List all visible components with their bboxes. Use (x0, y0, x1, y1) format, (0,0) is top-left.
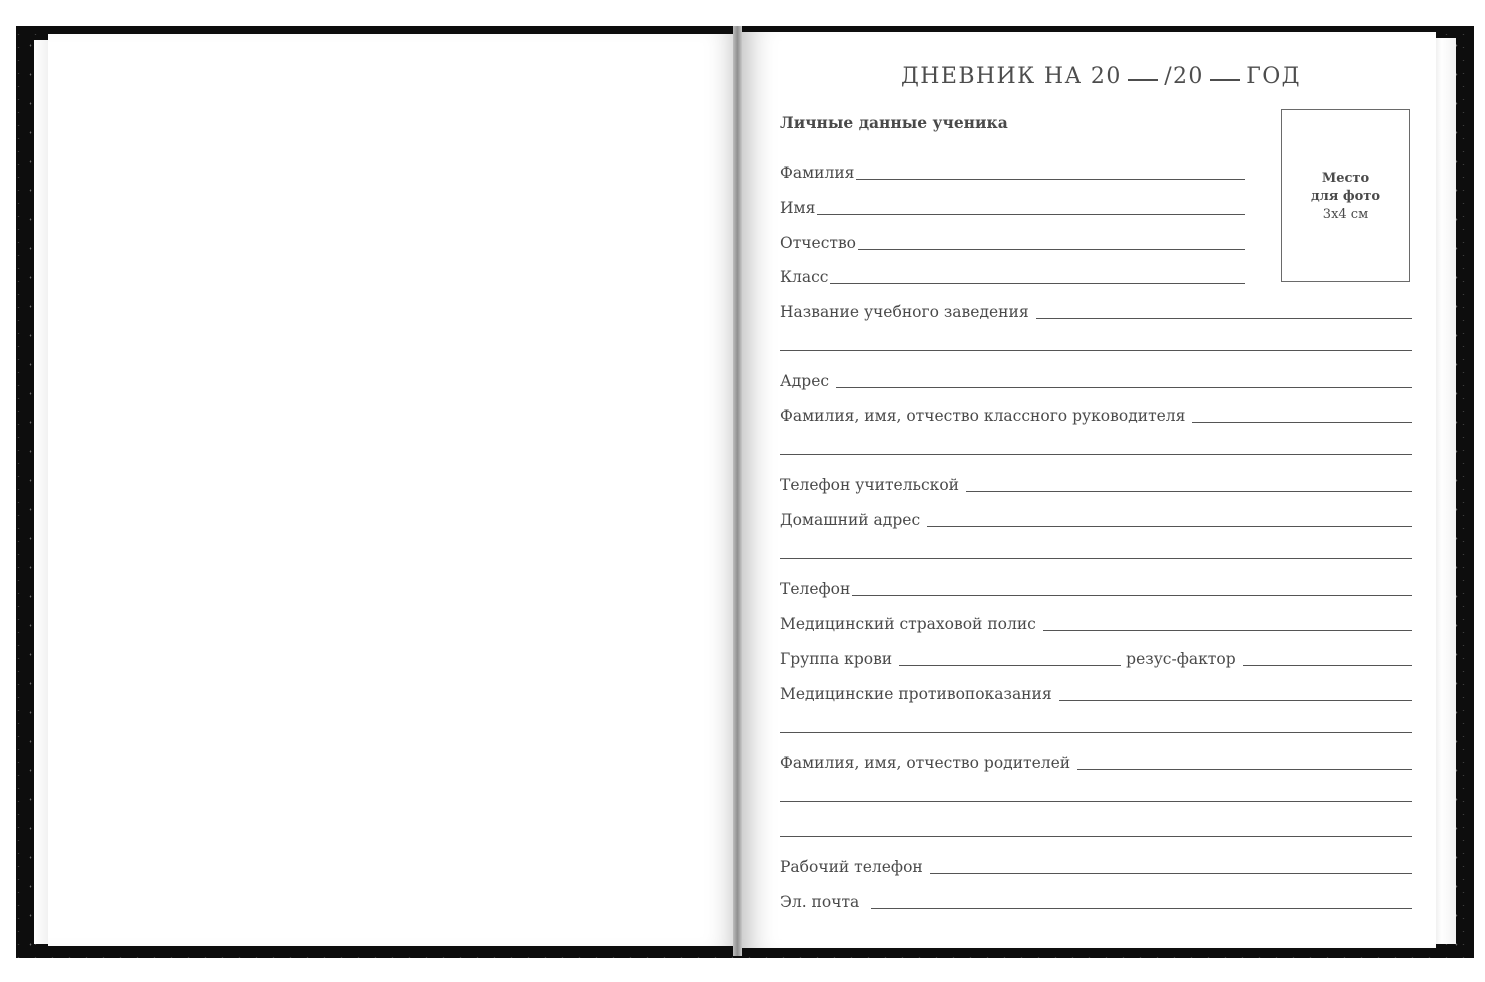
blood-group-label: Группа крови (780, 650, 893, 668)
email-row (780, 887, 1412, 913)
title-prefix: ДНЕВНИК НА 20 (901, 64, 1122, 89)
work-phone-field[interactable] (930, 873, 1412, 874)
parents-label: Фамилия, имя, отчество родителей (780, 754, 1071, 772)
title-suffix: ГОД (1246, 64, 1301, 89)
contraindications-field[interactable] (1059, 700, 1412, 701)
class-row (780, 262, 1245, 288)
book-gutter (733, 26, 742, 956)
photo-placeholder (1281, 109, 1410, 282)
insurance-label: Медицинский страховой полис (780, 615, 1036, 633)
surname-field[interactable] (856, 179, 1245, 180)
contraindications-row (780, 679, 1412, 705)
rhesus-field[interactable] (1243, 665, 1412, 666)
section-title: Личные данные ученика (780, 113, 1008, 132)
phone-row (780, 574, 1412, 600)
name-row (780, 193, 1245, 219)
blood-group-field[interactable] (899, 665, 1121, 666)
teacher-phone-row (780, 470, 1412, 496)
patronymic-row (780, 228, 1245, 254)
title-mid: /20 (1164, 64, 1204, 89)
school-label: Название учебного заведения (780, 303, 1029, 321)
parents-field[interactable] (1077, 769, 1412, 770)
teacher-row (780, 401, 1412, 427)
left-blank-page (48, 34, 742, 946)
parents-field-line-3[interactable] (780, 836, 1412, 837)
home-address-field[interactable] (927, 526, 1412, 527)
photo-label-2: для фото (1310, 189, 1381, 204)
email-field[interactable] (871, 908, 1412, 909)
surname-label: Фамилия (780, 164, 855, 182)
home-address-label: Домашний адрес (780, 511, 921, 529)
patronymic-label: Отчество (780, 234, 857, 252)
surname-row (780, 158, 1245, 184)
parents-row (780, 748, 1412, 774)
class-label: Класс (780, 268, 829, 286)
phone-field[interactable] (852, 595, 1412, 596)
class-field[interactable] (830, 283, 1245, 284)
phone-label: Телефон (780, 580, 851, 598)
insurance-row (780, 609, 1412, 635)
work-phone-row (780, 852, 1412, 878)
year-blank-2[interactable] (1210, 78, 1240, 81)
photo-label-1: Место (1321, 171, 1370, 186)
year-blank-1[interactable] (1128, 78, 1158, 81)
contraindications-label: Медицинские противопоказания (780, 685, 1052, 703)
school-row (780, 297, 1412, 323)
photo-size: 3х4 см (1322, 207, 1369, 222)
contraindications-field-line-2[interactable] (780, 732, 1412, 733)
name-label: Имя (780, 199, 816, 217)
teacher-field[interactable] (1192, 422, 1412, 423)
school-field-line-2[interactable] (780, 350, 1412, 351)
home-address-row (780, 505, 1412, 531)
address-label: Адрес (780, 372, 830, 390)
rhesus-label: резус-фактор (1126, 650, 1236, 668)
school-field[interactable] (1036, 318, 1412, 319)
teacher-phone-label: Телефон учительской (780, 476, 960, 494)
teacher-phone-field[interactable] (966, 491, 1412, 492)
teacher-label: Фамилия, имя, отчество классного руководителя (780, 407, 1186, 425)
teacher-field-line-2[interactable] (780, 454, 1412, 455)
address-row (780, 366, 1412, 392)
home-address-field-line-2[interactable] (780, 558, 1412, 559)
patronymic-field[interactable] (858, 249, 1245, 250)
email-label: Эл. почта (780, 893, 860, 911)
insurance-field[interactable] (1043, 630, 1412, 631)
diary-title (901, 64, 1301, 89)
name-field[interactable] (817, 214, 1245, 215)
parents-field-line-2[interactable] (780, 801, 1412, 802)
blood-row (780, 644, 1412, 670)
address-field[interactable] (836, 387, 1412, 388)
work-phone-label: Рабочий телефон (780, 858, 923, 876)
